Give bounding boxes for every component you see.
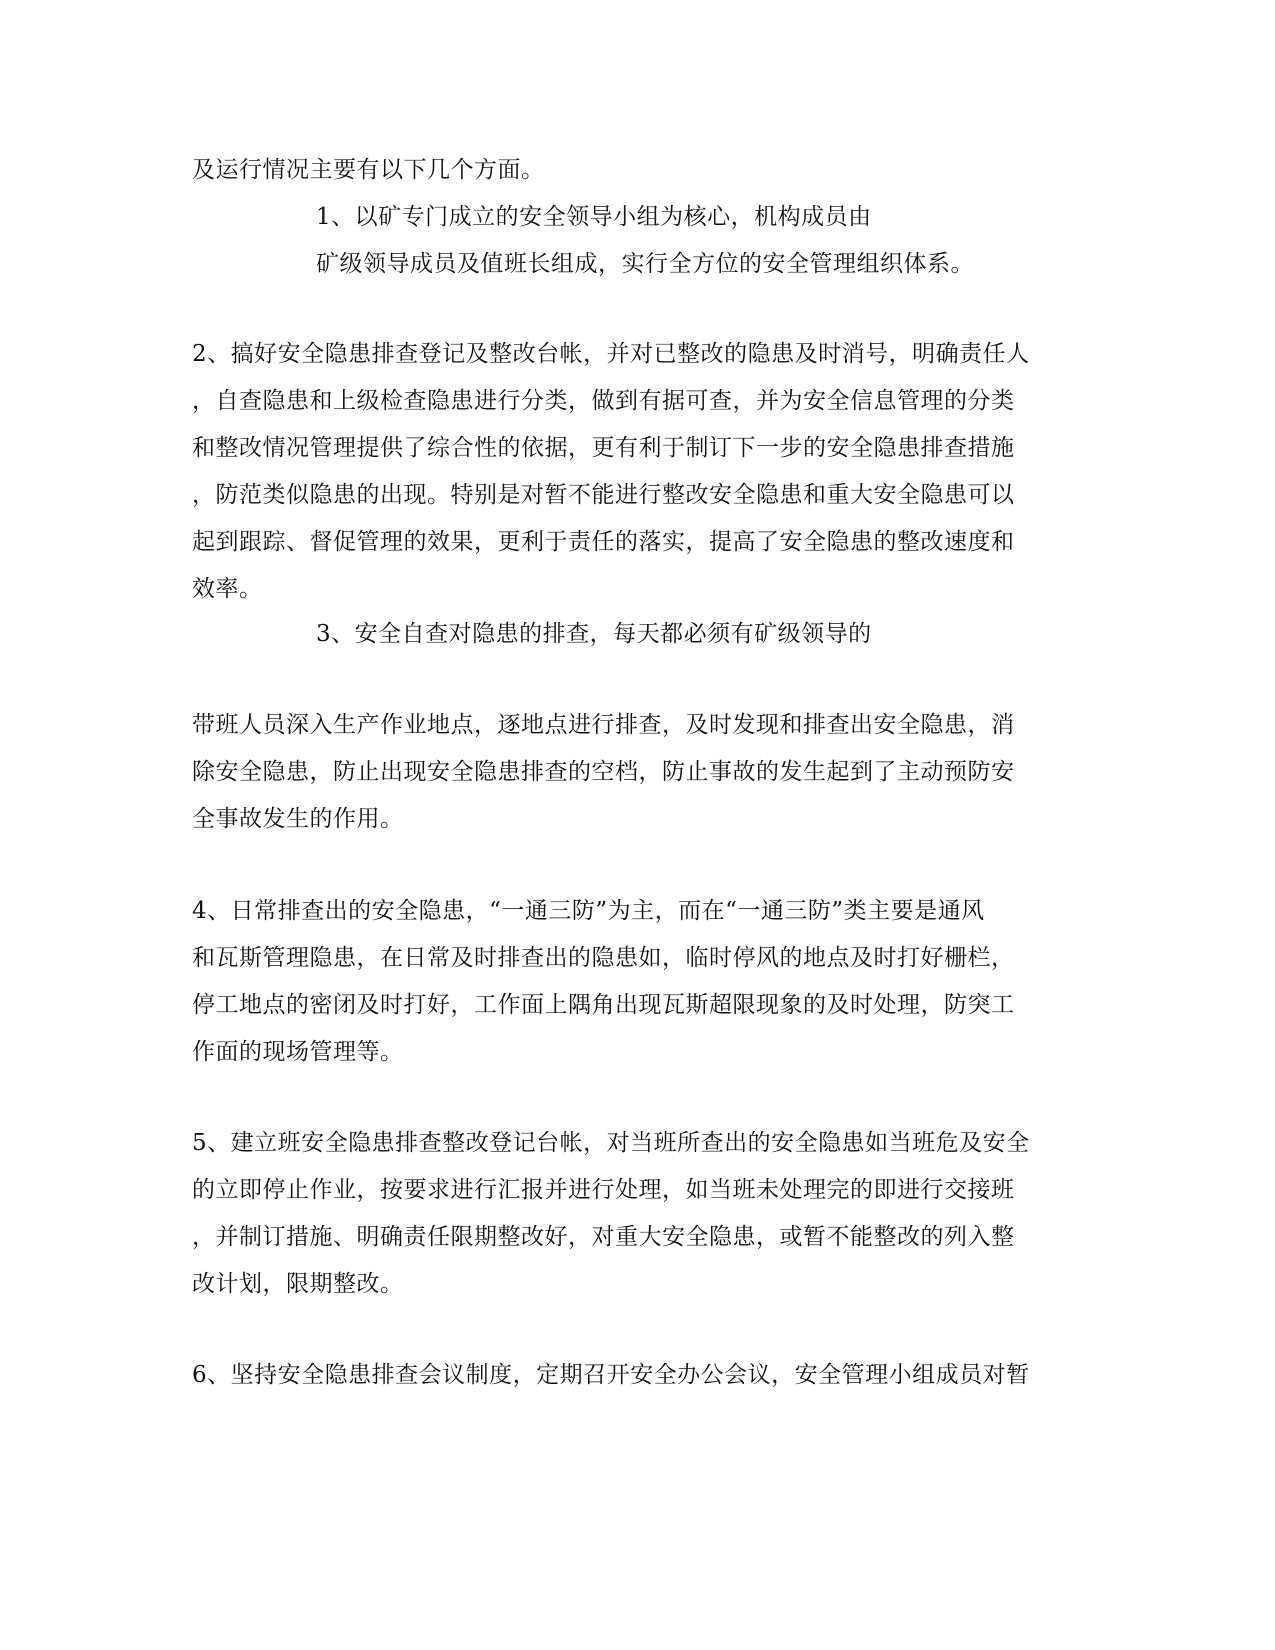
text-line: ，并制订措施、明确责任限期整改好，对重大安全隐患，或暂不能整改的列入整 [192, 1224, 1015, 1250]
text-line: 4、日常排查出的安全隐患，“一通三防”为主，而在“一通三防”类主要是通风 [192, 898, 985, 924]
text-line: 作面的现场管理等。 [192, 1039, 404, 1065]
text-line: 3、安全自查对隐患的排查，每天都必须有矿级领导的 [316, 621, 872, 647]
text-line: 效率。 [192, 576, 263, 602]
text-line: 停工地点的密闭及时打好，工作面上隅角出现瓦斯超限现象的及时处理，防突工 [192, 992, 1015, 1018]
text-line: 和瓦斯管理隐患，在日常及时排查出的隐患如，临时停风的地点及时打好栅栏， [192, 945, 1015, 971]
text-line: 5、建立班安全隐患排查整改登记台帐，对当班所查出的安全隐患如当班危及安全 [192, 1130, 1030, 1156]
text-line: 全事故发生的作用。 [192, 806, 404, 832]
text-line: 矿级领导成员及值班长组成，实行全方位的安全管理组织体系。 [316, 251, 974, 277]
text-line: 起到跟踪、督促管理的效果，更利于责任的落实，提高了安全隐患的整改速度和 [192, 529, 1015, 555]
text-line: 的立即停止作业，按要求进行汇报并进行处理，如当班未处理完的即进行交接班 [192, 1177, 1015, 1203]
text-line: 改计划，限期整改。 [192, 1271, 404, 1297]
text-line: 除安全隐患，防止出现安全隐患排查的空档，防止事故的发生起到了主动预防安 [192, 759, 1015, 785]
text-line: 1、以矿专门成立的安全领导小组为核心，机构成员由 [316, 204, 872, 230]
text-line: 2、搞好安全隐患排查登记及整改台帐，并对已整改的隐患及时消号，明确责任人 [192, 341, 1030, 367]
text-line: ，防范类似隐患的出现。特别是对暂不能进行整改安全隐患和重大安全隐患可以 [192, 482, 1015, 508]
text-line: 和整改情况管理提供了综合性的依据，更有利于制订下一步的安全隐患排查措施 [192, 435, 1015, 461]
text-line: 带班人员深入生产作业地点，逐地点进行排查，及时发现和排查出安全隐患，消 [192, 712, 1015, 738]
text-line: 及运行情况主要有以下几个方面。 [192, 157, 545, 183]
text-line: ，自查隐患和上级检查隐患进行分类，做到有据可查，并为安全信息管理的分类 [192, 388, 1015, 414]
text-line: 6、坚持安全隐患排查会议制度，定期召开安全办公会议，安全管理小组成员对暂 [192, 1362, 1030, 1388]
